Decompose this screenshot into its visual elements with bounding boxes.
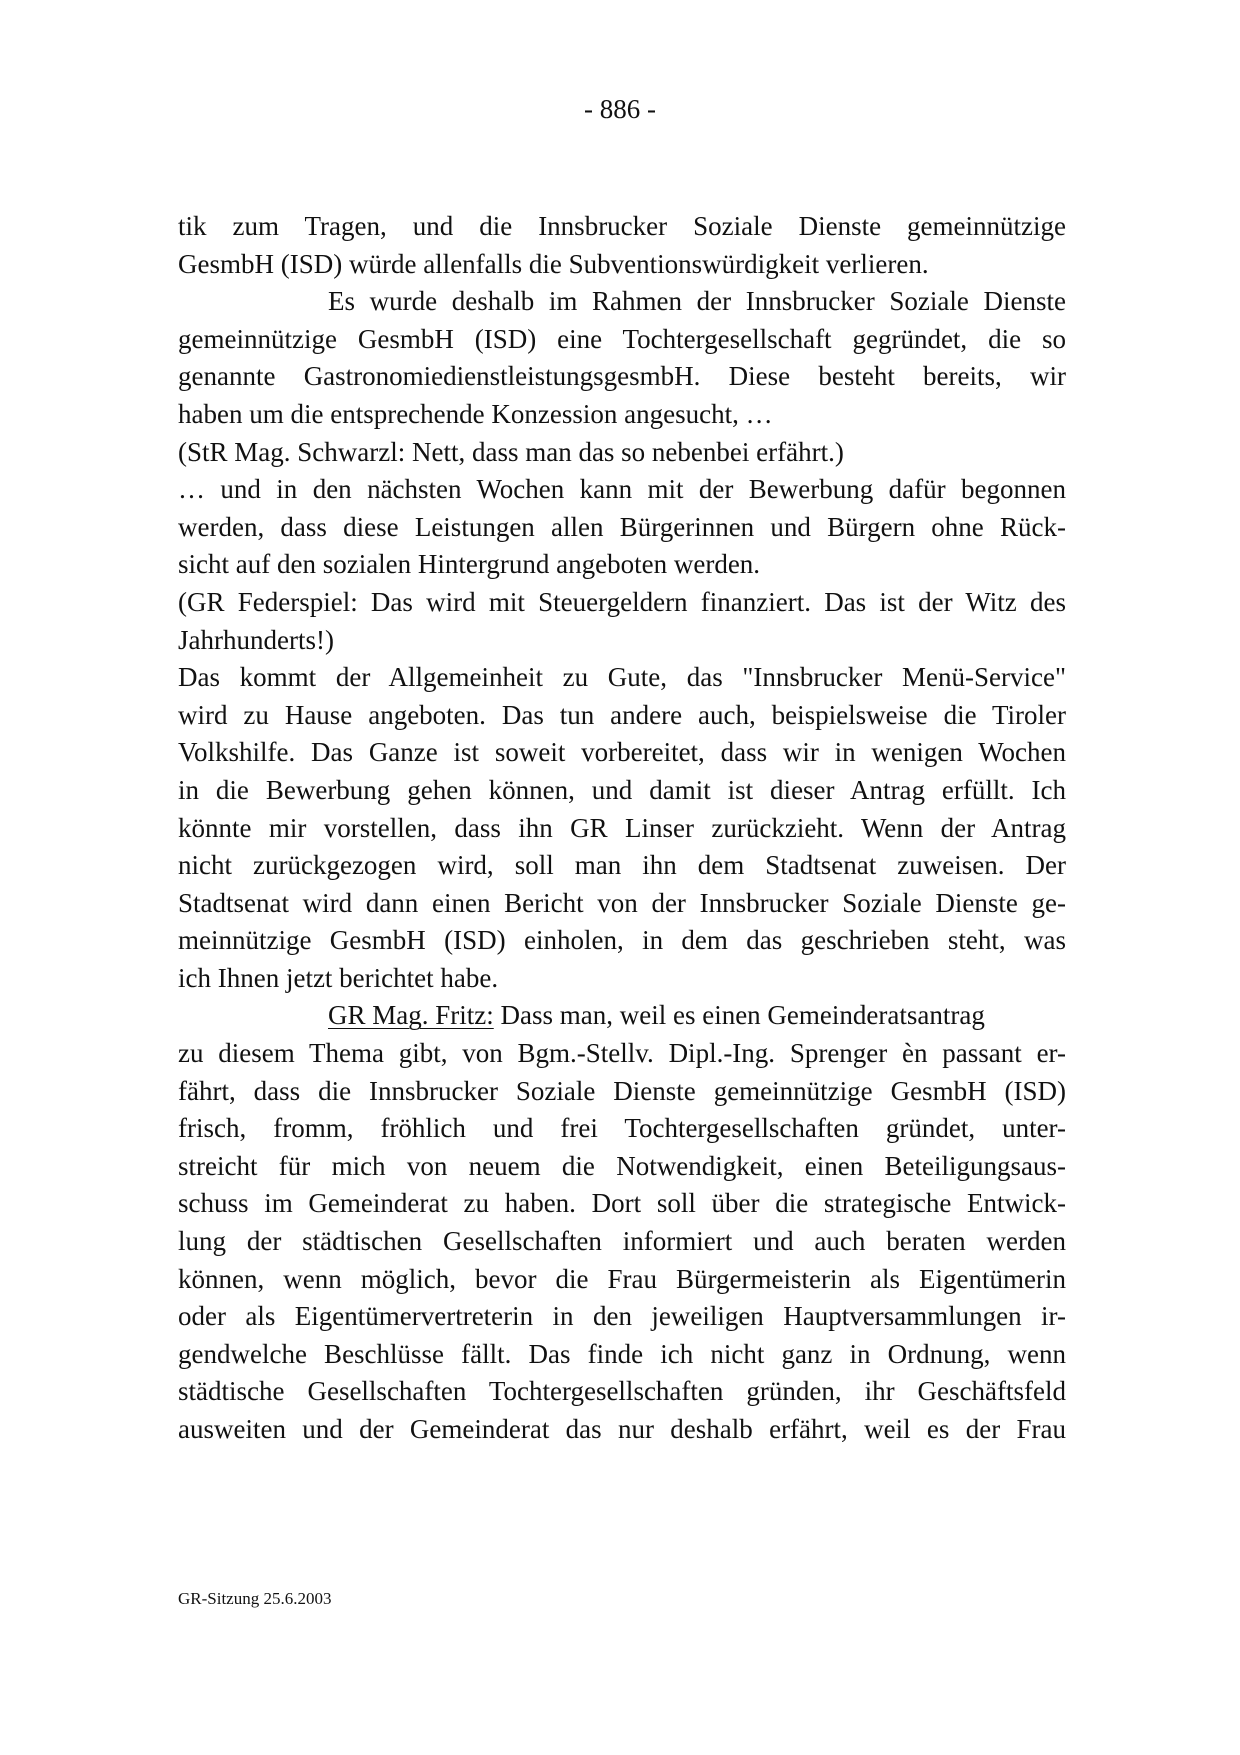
- text-line: tik zum Tragen, und die Innsbrucker Soziale Dienste gemeinnützige: [178, 211, 1066, 241]
- speaker-line: [178, 997, 1066, 1035]
- speaker-line-text: Dass man, weil es einen Gemeinderatsantrag: [493, 1000, 985, 1031]
- interjection-line: (StR Mag. Schwarzl: Nett, dass man das so nebenbei erfährt.): [178, 436, 844, 467]
- text-line: frisch, fromm, fröhlich und frei Tochtergesellschaften gründet, unter-: [178, 1113, 1066, 1144]
- text-line: streicht für mich von neuem die Notwendigkeit, einen Beteiligungsaus-: [178, 1150, 1066, 1181]
- text-line: Es wurde deshalb im Rahmen der Innsbrucker Soziale Dienste: [328, 286, 1066, 317]
- speaker-name: GR Mag. Fritz:: [328, 1000, 494, 1031]
- text-line: haben um die entsprechende Konzession angesucht, …: [178, 398, 773, 429]
- text-line: schuss im Gemeinderat zu haben. Dort soll über die strategische Entwick-: [178, 1188, 1066, 1219]
- interjection-line: Jahrhunderts!): [178, 624, 334, 655]
- page-number: - 886 -: [584, 94, 656, 124]
- text-line: werden, dass diese Leistungen allen Bürgerinnen und Bürgern ohne Rück-: [178, 511, 1066, 542]
- text-line: nicht zurückgezogen wird, soll man ihn dem Stadtsenat zuweisen. Der: [178, 850, 1066, 881]
- text-line: in die Bewerbung gehen können, und damit ist dieser Antrag erfüllt. Ich: [178, 774, 1066, 805]
- text-line: meinnützige GesmbH (ISD) einholen, in dem das geschrieben steht, was: [178, 925, 1066, 956]
- text-line: könnte mir vorstellen, dass ihn GR Linser zurückzieht. Wenn der Antrag: [178, 812, 1066, 843]
- text-line: lung der städtischen Gesellschaften informiert und auch beraten werden: [178, 1226, 1066, 1257]
- text-line: wird zu Hause angeboten. Das tun andere auch, beispielsweise die Tiroler: [178, 699, 1066, 730]
- text-line: Das kommt der Allgemeinheit zu Gute, das "Innsbrucker Menü-Service": [178, 662, 1066, 693]
- text-line: … und in den nächsten Wochen kann mit der Bewerbung dafür begonnen: [178, 474, 1066, 505]
- text-line: ausweiten und der Gemeinderat das nur deshalb erfährt, weil es der Frau: [178, 1414, 1066, 1444]
- interjection-line: (GR Federspiel: Das wird mit Steuergeldern finanziert. Das ist der Witz des: [178, 586, 1066, 617]
- text-line: Volkshilfe. Das Ganze ist soweit vorbereitet, dass wir in wenigen Wochen: [178, 737, 1066, 768]
- body-text: [178, 208, 1066, 1449]
- text-line: genannte GastronomiedienstleistungsgesmbH. Diese besteht bereits, wir: [178, 361, 1066, 392]
- text-line: können, wenn möglich, bevor die Frau Bürgermeisterin als Eigentümerin: [178, 1263, 1066, 1294]
- text-line: fährt, dass die Innsbrucker Soziale Dienste gemeinnützige GesmbH (ISD): [178, 1075, 1066, 1106]
- text-line: Stadtsenat wird dann einen Bericht von der Innsbrucker Soziale Dienste ge-: [178, 887, 1066, 918]
- text-line: gemeinnützige GesmbH (ISD) eine Tochtergesellschaft gegründet, die so: [178, 323, 1066, 354]
- text-line: oder als Eigentümervertreterin in den jeweiligen Hauptversammlungen ir-: [178, 1301, 1066, 1332]
- text-line: städtische Gesellschaften Tochtergesellschaften gründen, ihr Geschäftsfeld: [178, 1376, 1066, 1407]
- text-line: zu diesem Thema gibt, von Bgm.-Stellv. Dipl.-Ing. Sprenger èn passant er-: [178, 1038, 1066, 1069]
- footer-text: GR-Sitzung 25.6.2003: [178, 1589, 332, 1608]
- text-line: GesmbH (ISD) würde allenfalls die Subventionswürdigkeit verlieren.: [178, 248, 929, 279]
- text-line: ich Ihnen jetzt berichtet habe.: [178, 962, 499, 993]
- text-line: gendwelche Beschlüsse fällt. Das finde ich nicht ganz in Ordnung, wenn: [178, 1338, 1066, 1369]
- text-line: sicht auf den sozialen Hintergrund angeboten werden.: [178, 549, 761, 580]
